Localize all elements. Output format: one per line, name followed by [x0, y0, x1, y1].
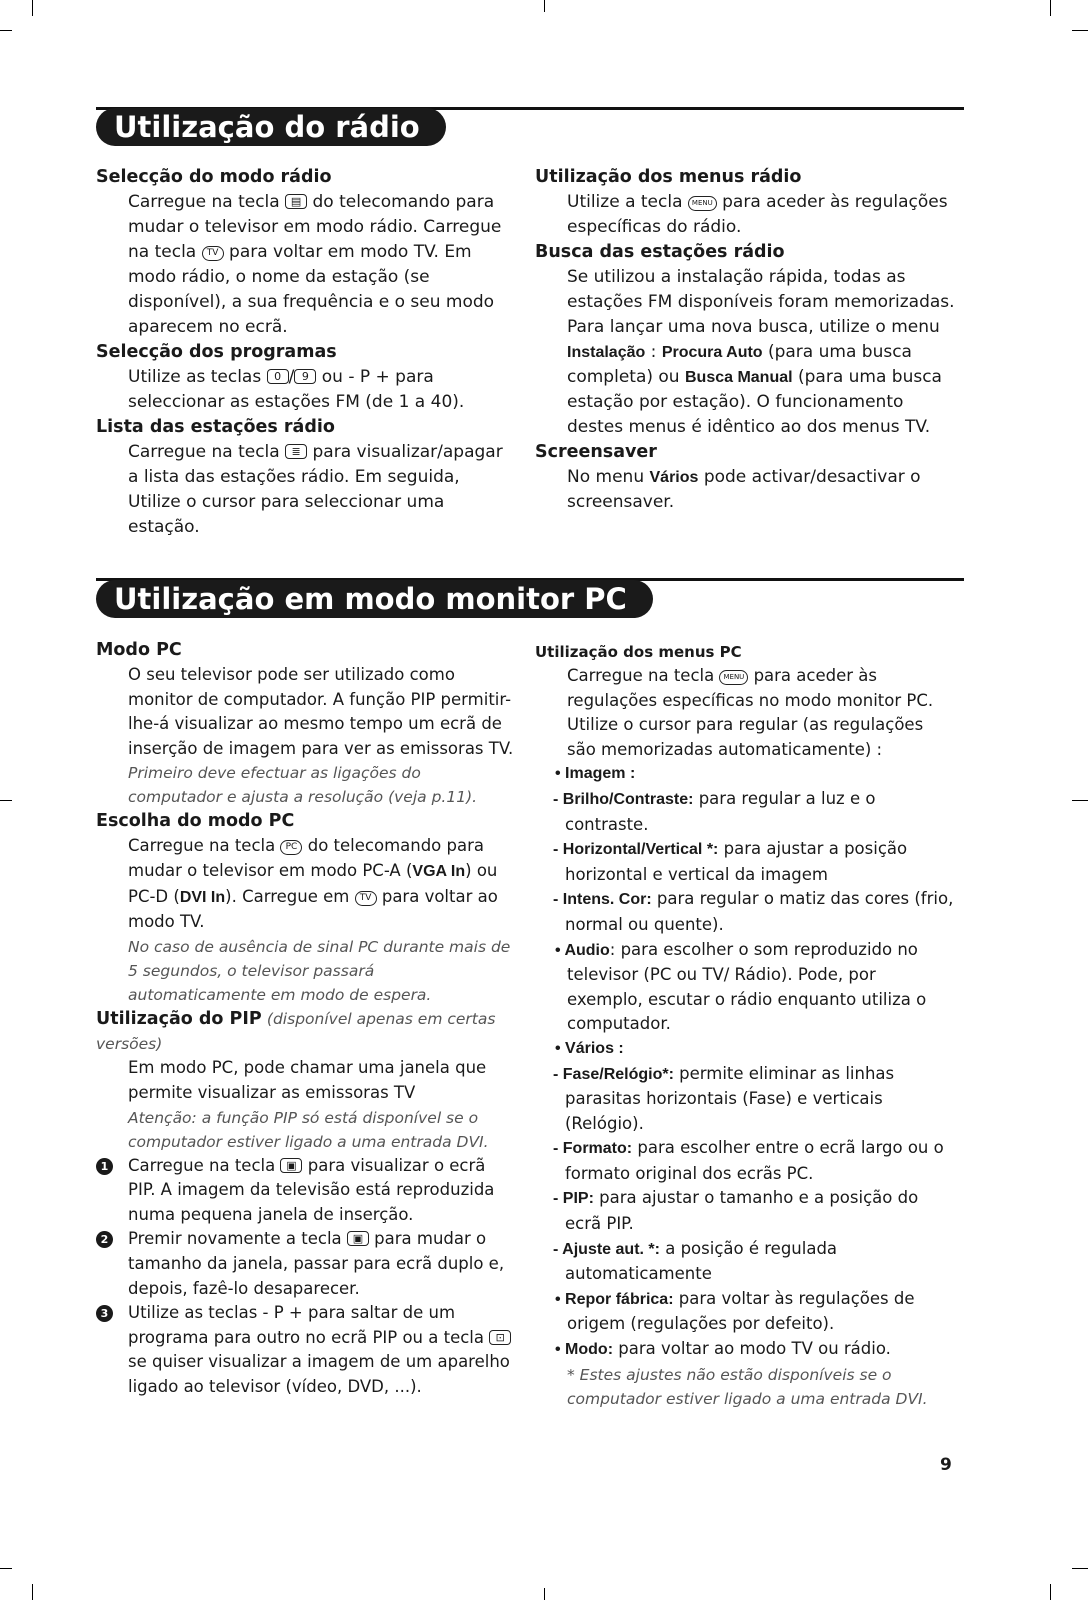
paragraph — [535, 190, 955, 240]
text: Premir novamente a tecla — [128, 1229, 342, 1249]
crop-mark — [32, 0, 33, 16]
item-brilho — [535, 787, 955, 837]
section-title-radio: Utilização do rádio — [96, 108, 446, 146]
bullet-varios: • Vários : — [555, 1039, 624, 1057]
item-horizontal-vertical — [535, 837, 955, 887]
text: Utilize as teclas - P + para saltar de um programa para outro no ecrã PIP ou a tecla — [128, 1303, 485, 1347]
paragraph — [96, 440, 516, 540]
text: para escolher entre o ecrã largo ou o formato original dos ecrãs PC. — [565, 1138, 944, 1183]
text: (para uma busca estação por estação). O funcionamento destes menus é idêntico ao dos menus TV. — [567, 367, 942, 437]
note: No caso de ausência de sinal PC durante mais de 5 segundos, o televisor passará automaticamente em modo de espera. — [128, 937, 511, 1004]
item-pip — [535, 1186, 955, 1236]
text: Carregue na tecla — [128, 1155, 276, 1175]
text: para regular a luz e o contraste. — [565, 788, 876, 834]
item-label: - Ajuste aut. *: — [553, 1240, 660, 1258]
menu-term: Busca Manual — [684, 369, 793, 386]
text: Carregue na tecla — [128, 836, 276, 856]
text: No menu — [567, 467, 645, 487]
item-label: - PIP: — [553, 1190, 594, 1208]
text: para voltar em modo TV. Em modo rádio, o nome da estação (se disponível), a sua frequência e o seu modo aparecem no ecrã. — [128, 242, 495, 337]
heading-text: Utilização do PIP — [96, 1008, 262, 1029]
crop-mark — [0, 1568, 12, 1569]
bullet-imagem: • Imagem : — [555, 765, 636, 783]
heading-radio-menus: Utilização dos menus rádio — [535, 167, 802, 187]
item-label: - Horizontal/Vertical *: — [553, 841, 719, 859]
step-2 — [96, 1227, 516, 1301]
text: para voltar às regulações de origem (regulações por defeito). — [567, 1288, 915, 1334]
crop-mark — [1072, 800, 1088, 801]
heading-program-selection: Selecção dos programas — [96, 342, 337, 362]
text: ) ou PC-D ( — [128, 860, 498, 906]
tv-key-icon: TV — [355, 891, 377, 906]
section-title-pc: Utilização em modo monitor PC — [96, 580, 653, 618]
step-1 — [96, 1154, 516, 1228]
radio-left-column — [96, 165, 516, 540]
text: Carregue na tecla — [567, 666, 715, 685]
paragraph — [535, 664, 955, 762]
input-term: VGA In — [412, 862, 466, 880]
menu-term: Procura Auto — [661, 344, 763, 361]
text: do telecomando para mudar o televisor em modo PC-A ( — [128, 836, 485, 880]
heading-pc-mode: Modo PC — [96, 640, 182, 660]
note: Primeiro deve efectuar as ligações do computador e ajusta a resolução (veja p.11). — [128, 764, 478, 807]
pc-left-column — [96, 638, 516, 1399]
text: (para uma busca completa) ou — [567, 342, 912, 387]
text: do telecomando para mudar o televisor em modo rádio. Carregue na tecla — [128, 192, 502, 262]
text: para mudar o tamanho da janela, passar para ecrã duplo e, depois, fazê-lo desaparecer. — [128, 1229, 505, 1298]
menu-term: Vários — [649, 469, 699, 486]
pc-key-icon: PC — [280, 840, 302, 855]
bullet-audio — [535, 938, 955, 1037]
step-number-icon: 2 — [96, 1231, 113, 1248]
heading-radio-mode: Selecção do modo rádio — [96, 167, 332, 187]
crop-mark — [1050, 1584, 1051, 1600]
page-number: 9 — [940, 1455, 952, 1475]
text: : para escolher o som reproduzido no televisor (PC ou TV/ Rádio). Pode, por exemplo, escutar o rádio enquanto utiliza o computador. — [567, 939, 927, 1034]
heading-station-search: Busca das estações rádio — [535, 242, 785, 262]
item-formato — [535, 1136, 955, 1186]
av-key-icon: ⊡ — [489, 1330, 511, 1345]
pip-key-icon: ▣ — [280, 1158, 302, 1173]
item-intens-cor — [535, 887, 955, 937]
crop-mark — [0, 800, 12, 801]
menu-key-icon: MENU — [688, 196, 717, 211]
text: permite eliminar as linhas parasitas horizontais (Fase) e verticais (Relógio). — [565, 1063, 895, 1133]
heading-note: (disponível apenas em certas versões) — [96, 1009, 496, 1053]
text: para voltar ao modo TV. — [128, 886, 498, 932]
digit-9-key-icon: 9 — [294, 369, 316, 384]
crop-mark — [1072, 30, 1088, 31]
tv-key-icon: TV — [202, 246, 224, 261]
text: para aceder às regulações específicas no modo monitor PC. Utilize o cursor para regular (as regulações são memorizadas automaticamente) : — [567, 666, 934, 759]
digit-0-key-icon: 0 — [267, 369, 289, 384]
text: Utilize a tecla — [567, 192, 683, 212]
crop-mark — [544, 1588, 545, 1600]
heading-pc-mode-choice: Escolha do modo PC — [96, 811, 295, 832]
item-label: • Modo: — [555, 1341, 614, 1359]
step-3 — [96, 1301, 516, 1399]
text: / — [288, 367, 295, 387]
text: : — [650, 342, 657, 362]
item-fase-relogio — [535, 1062, 955, 1137]
text: ). Carregue em — [225, 886, 350, 906]
text: Carregue na tecla — [128, 192, 280, 212]
text: ou - P + para seleccionar as estações FM (de 1 a 40). — [128, 367, 465, 412]
heading-pc-menus: Utilização dos menus PC — [535, 643, 742, 661]
text: se quiser visualizar a imagem de um aparelho ligado ao televisor (vídeo, DVD, ...). — [128, 1352, 510, 1396]
step-number-icon: 3 — [96, 1305, 113, 1322]
paragraph: Em modo PC, pode chamar uma janela que permite visualizar as emissoras TV — [128, 1058, 487, 1102]
text: para aceder às regulações específicas do rádio. — [567, 192, 948, 237]
text: para ajustar a posição horizontal e vertical da imagem — [565, 839, 908, 884]
footnote: * Estes ajustes não estão disponíveis se o computador estiver ligado a uma entrada DVI. — [567, 1365, 928, 1408]
paragraph — [535, 265, 955, 440]
crop-mark — [32, 1584, 33, 1600]
crop-mark — [544, 0, 545, 12]
text: a posição é regulada automaticamente — [565, 1238, 838, 1284]
heading-screensaver: Screensaver — [535, 442, 657, 462]
step-number-icon: 1 — [96, 1158, 113, 1175]
list-key-icon: ≣ — [285, 444, 307, 459]
text: para visualizar o ecrã PIP. A imagem da televisão está reproduzida numa pequena janela de inserção. — [128, 1155, 495, 1224]
text: pode activar/desactivar o screensaver. — [567, 467, 921, 512]
text: para visualizar/apagar a lista das estações rádio. Em seguida, Utilize o cursor para seleccionar uma estação. — [128, 442, 503, 537]
menu-key-icon: MENU — [719, 670, 748, 685]
input-term: DVI In — [179, 888, 226, 906]
crop-mark — [1072, 1568, 1088, 1569]
paragraph: O seu televisor pode ser utilizado como monitor de computador. A função PIP permitir-lhe-á visualizar ao mesmo tempo um ecrã de inserção de imagem para ver as emissoras TV. — [128, 665, 514, 758]
text: para ajustar o tamanho e a posição do ecrã PIP. — [565, 1188, 919, 1234]
heading-pip-usage — [96, 1007, 516, 1057]
item-label: • Repor fábrica: — [555, 1290, 674, 1308]
paragraph — [535, 465, 955, 515]
item-label: - Intens. Cor: — [553, 891, 652, 909]
bullet-modo — [535, 1337, 955, 1363]
item-label: - Brilho/Contraste: — [553, 790, 694, 808]
item-label: - Formato: — [553, 1140, 633, 1158]
text: Utilize as teclas — [128, 367, 262, 387]
paragraph — [96, 190, 516, 340]
note: Atenção: a função PIP só está disponível se o computador estiver ligado a uma entrada DVI. — [128, 1108, 489, 1151]
heading-station-list: Lista das estações rádio — [96, 417, 335, 437]
menu-term: Instalação — [567, 344, 646, 361]
item-label: - Fase/Relógio*: — [553, 1065, 674, 1083]
pc-right-column — [535, 640, 955, 1411]
text: Carregue na tecla — [128, 442, 280, 462]
text: para voltar ao modo TV ou rádio. — [618, 1339, 891, 1359]
text: para regular o matiz das cores (frio, normal ou quente). — [565, 889, 954, 934]
paragraph — [96, 834, 516, 934]
radio-key-icon: ▤ — [285, 194, 307, 209]
text: Se utilizou a instalação rápida, todas as estações FM disponíveis foram memorizadas. Para lançar uma nova busca, utilize o menu — [567, 267, 955, 337]
paragraph — [96, 365, 516, 415]
crop-mark — [1050, 0, 1051, 16]
pip-key-icon: ▣ — [347, 1231, 369, 1246]
item-label: • Audio — [555, 941, 610, 959]
bullet-repor-fabrica — [535, 1287, 955, 1337]
crop-mark — [0, 30, 12, 31]
radio-right-column — [535, 165, 955, 515]
item-ajuste-aut — [535, 1237, 955, 1287]
